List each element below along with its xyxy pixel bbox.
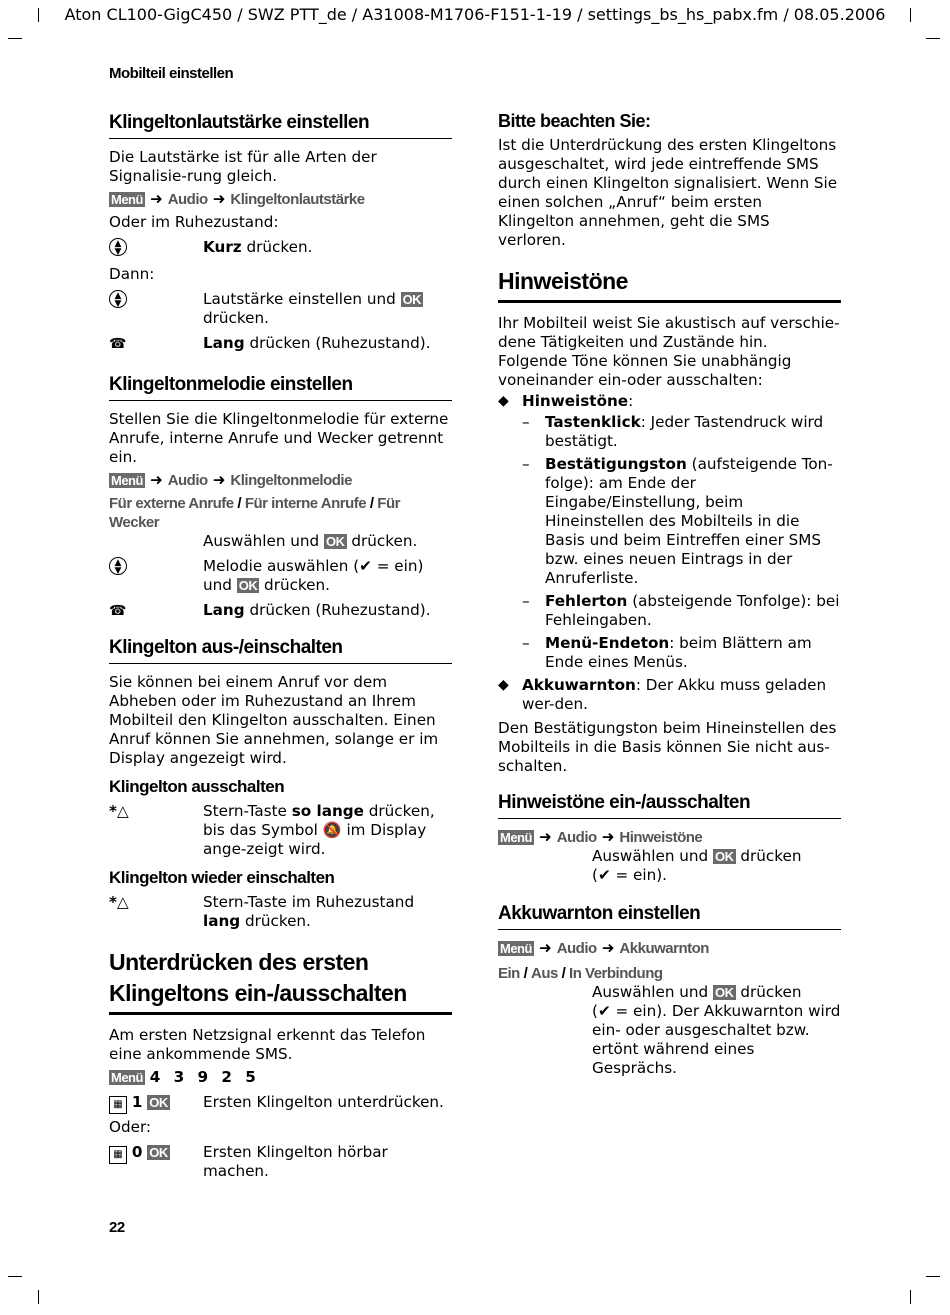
crop-mark bbox=[8, 1276, 22, 1277]
crop-mark bbox=[910, 8, 911, 22]
navigation-key-icon: ▲ ▼ bbox=[109, 290, 127, 308]
step-row: *△ Stern-Taste so lange drücken, bis das Symbol 🔕 im Display ange-zeigt wird. bbox=[109, 802, 435, 858]
list-item: – Tastenklick: Jeder Tastendruck wird bestätigt. bbox=[522, 413, 841, 451]
subtitle-ringer-on: Klingelton wieder einschalten bbox=[109, 868, 335, 887]
left-column bbox=[109, 110, 452, 1181]
end-call-key-icon: ☎ bbox=[109, 336, 127, 352]
keypad-icon: ▦ bbox=[109, 1146, 127, 1164]
list-item: ◆ Akkuwarnton: Der Akku muss geladen wer-den. bbox=[498, 676, 841, 714]
end-call-key-icon: ☎ bbox=[109, 603, 127, 619]
note-text: Ist die Unterdrückung des ersten Klingeltons ausgeschaltet, wird jede eintreffende SMS durch einen Klingelton signalisiert. Wenn Sie einen solchen „Anruf“ beim ersten Klingelton annehmen, geht die SMS verloren. bbox=[498, 136, 838, 249]
advisory-tones-intro: Ihr Mobilteil weist Sie akustisch auf verschie-dene Tätigkeiten und Zustände hin. Folgende Töne können Sie unabhängig voneinander ein-oder ausschalten: bbox=[498, 314, 840, 389]
list-item: – Fehlerton (absteigende Tonfolge): bei Fehleingaben. bbox=[522, 592, 841, 630]
melody-options: Für externe Anrufe / Für interne Anrufe / Für Wecker bbox=[109, 495, 400, 531]
advisory-tones-outro: Den Bestätigungston beim Hineinstellen des Mobilteils in die Basis können Sie nicht aus-schalten. bbox=[498, 719, 837, 775]
path-ringer-melody: Klingeltonmelodie bbox=[230, 472, 352, 489]
star-key-icon: *△ bbox=[109, 893, 129, 911]
step-row: ▲ ▼ Melodie auswählen (✔ = ein) und OK drücken. bbox=[109, 557, 452, 595]
section-title-advisory-onoff: Hinweistöne ein-/ausschalten bbox=[498, 790, 841, 819]
melody-select-step: Auswählen und OK drücken. bbox=[203, 532, 418, 550]
ringer-melody-intro: Stellen Sie die Klingeltonmelodie für externe Anrufe, interne Anrufe und Wecker getrennt ein. bbox=[109, 410, 449, 466]
menu-path-advisory: Menü ➜ Audio ➜ Hinweistöne bbox=[500, 828, 703, 846]
crop-mark bbox=[926, 38, 940, 39]
document-header: Aton CL100-GigC450 / SWZ PTT_de / A31008-M1706-F151-1-19 / settings_bs_hs_pabx.fm / 08.05.2006 bbox=[64, 5, 886, 24]
crop-mark bbox=[910, 1290, 911, 1304]
menu-path-ringer-volume: Menü ➜ Audio ➜ Klingeltonlautstärke bbox=[111, 190, 365, 208]
ringer-off-icon: 🔕 bbox=[322, 821, 342, 839]
menu-key: Menü bbox=[111, 192, 143, 207]
advisory-select-step: Auswählen und OK drücken (✔ = ein). bbox=[592, 847, 802, 884]
menu-code: Menü 4 3 9 2 5 bbox=[111, 1068, 260, 1086]
navigation-key-icon: ▲ ▼ bbox=[109, 557, 127, 575]
battery-options: Ein / Aus / In Verbindung bbox=[498, 965, 663, 982]
chapter-title-first-ring: Unterdrücken des ersten Klingeltons ein-/ausschalten bbox=[109, 947, 452, 1015]
navigation-key-icon: ▲ ▼ bbox=[109, 238, 127, 256]
menu-path-battery: Menü ➜ Audio ➜ Akkuwarnton bbox=[500, 939, 709, 957]
text-oder-ruhe: Oder im Ruhezustand: bbox=[109, 213, 279, 231]
right-column bbox=[498, 110, 841, 1078]
subtitle-ringer-off: Klingelton ausschalten bbox=[109, 777, 285, 796]
text-dann: Dann: bbox=[109, 265, 155, 283]
first-ring-intro: Am ersten Netzsignal erkennt das Telefon eine ankommende SMS. bbox=[109, 1026, 426, 1063]
list-item: ◆ Hinweistöne: – Tastenklick: Jeder Tastendruck wird bestätigt. – Bestätigungston (aufsteigende Ton-folge): am Ende der Eingabe/Einstellung, beim Hineinstellen des Mobilteils in die Basis und beim Eintreffen einer SMS bzw. eines neuen Eintrags in der Anruferliste. – Fehlerton (absteigende Tonfolge): bei Fehleingaben. – Menü-Endeton: beim Blättern am Ende eines Menüs. bbox=[498, 392, 841, 672]
step-row: ☎ Lang drücken (Ruhezustand). bbox=[109, 334, 431, 352]
path-audio: Audio bbox=[167, 191, 208, 208]
note-title: Bitte beachten Sie: bbox=[498, 111, 651, 131]
step-row: ☎ Lang drücken (Ruhezustand). bbox=[109, 601, 431, 619]
step-row: ▲ ▼ Lautstärke einstellen und OK drücken. bbox=[109, 290, 452, 328]
ok-key: OK bbox=[402, 292, 422, 307]
crop-mark bbox=[38, 1290, 39, 1304]
advisory-tones-list bbox=[498, 392, 841, 714]
crop-mark bbox=[38, 8, 39, 22]
section-title-battery-warning: Akkuwarnton einstellen bbox=[498, 901, 841, 930]
running-title: Mobilteil einstellen bbox=[109, 65, 234, 82]
list-item: – Bestätigungston (aufsteigende Ton-folge): am Ende der Eingabe/Einstellung, beim Hineinstellen des Mobilteils in die Basis und beim Eintreffen einer SMS bzw. eines neuen Eintrags in der Anruferliste. bbox=[522, 455, 841, 588]
chapter-title-advisory-tones: Hinweistöne bbox=[498, 266, 841, 303]
step-row: ▦ 1 OK Ersten Klingelton unterdrücken. bbox=[109, 1093, 452, 1114]
path-ringer-volume: Klingeltonlautstärke bbox=[230, 191, 365, 208]
section-title-ringer-melody: Klingeltonmelodie einstellen bbox=[109, 372, 452, 401]
star-key-icon: *△ bbox=[109, 802, 129, 820]
text-oder: Oder: bbox=[109, 1118, 152, 1136]
section-title-ringer-volume: Klingeltonlautstärke einstellen bbox=[109, 110, 452, 139]
crop-mark bbox=[8, 38, 22, 39]
battery-select-step: Auswählen und OK drücken (✔ = ein). Der Akkuwarnton wird ein- oder ausgeschaltet bzw. ertönt während eines Gesprächs. bbox=[592, 983, 841, 1077]
step-row: ▦ 0 OK Ersten Klingelton hörbar machen. bbox=[109, 1143, 452, 1181]
ringer-onoff-intro: Sie können bei einem Anruf vor dem Abheben oder im Ruhezustand an Ihrem Mobilteil den Klingelton ausschalten. Einen Anruf können Sie annehmen, solange er im Display angezeigt wird. bbox=[109, 673, 439, 767]
list-item: – Menü-Endeton: beim Blättern am Ende eines Menüs. bbox=[522, 634, 841, 672]
step-row: *△ Stern-Taste im Ruhezustand lang drücken. bbox=[109, 893, 415, 930]
menu-key: Menü bbox=[111, 473, 143, 488]
crop-mark bbox=[926, 1276, 940, 1277]
ringer-volume-intro: Die Lautstärke ist für alle Arten der Signalisie-rung gleich. bbox=[109, 148, 377, 185]
path-audio: Audio bbox=[167, 472, 208, 489]
checkmark-icon: ✔ bbox=[597, 866, 611, 884]
menu-path-ringer-melody: Menü ➜ Audio ➜ Klingeltonmelodie bbox=[111, 471, 352, 489]
checkmark-icon: ✔ bbox=[597, 1002, 611, 1020]
keypad-icon: ▦ bbox=[109, 1096, 127, 1114]
checkmark-icon: ✔ bbox=[359, 557, 372, 575]
section-title-ringer-onoff: Klingelton aus-/einschalten bbox=[109, 635, 452, 664]
step-row: ▲ ▼ Kurz drücken. bbox=[109, 238, 452, 259]
page-number: 22 bbox=[109, 1219, 125, 1236]
